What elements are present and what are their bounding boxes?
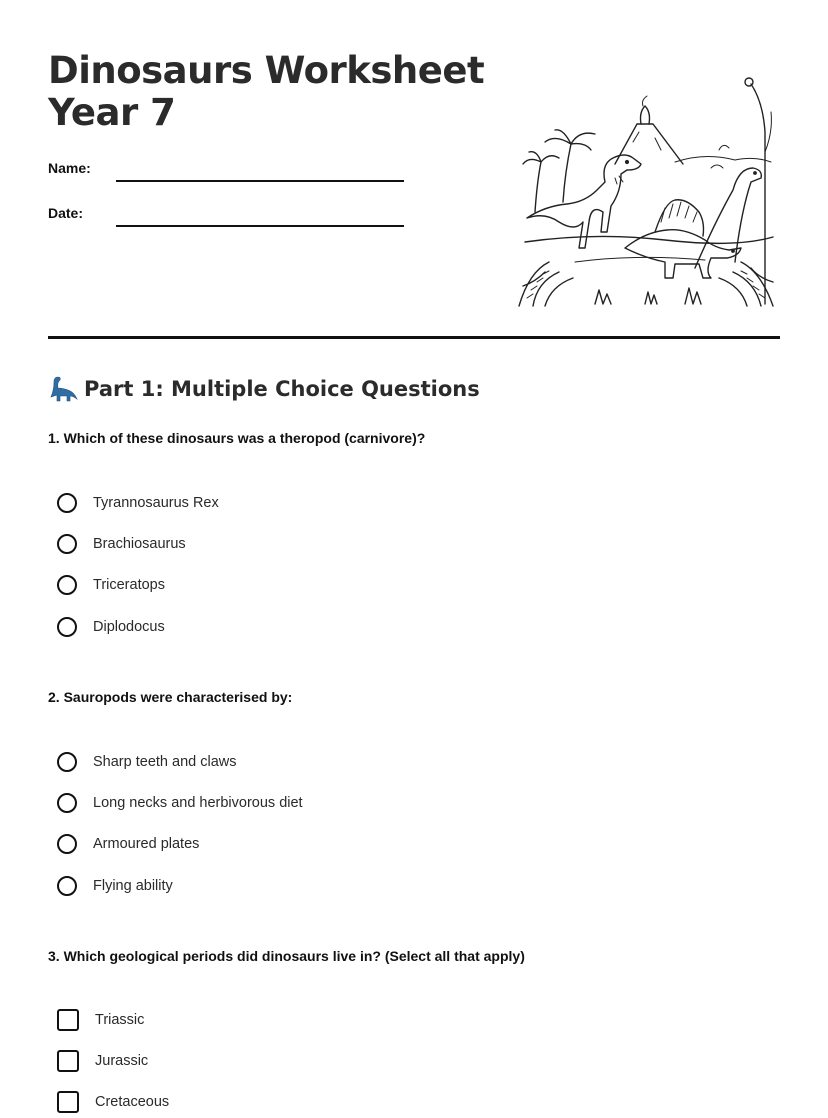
page-title bbox=[48, 50, 484, 134]
checkbox[interactable] bbox=[57, 1050, 79, 1072]
name-write-line[interactable] bbox=[116, 180, 404, 182]
part1-heading bbox=[48, 372, 480, 406]
radio-button[interactable] bbox=[57, 575, 77, 595]
part1-title: Part 1: Multiple Choice Questions bbox=[84, 377, 480, 401]
q2-option-1[interactable] bbox=[57, 749, 236, 775]
radio-button[interactable] bbox=[57, 617, 77, 637]
name-field[interactable] bbox=[48, 160, 408, 184]
q1-option-4[interactable] bbox=[57, 614, 165, 640]
option-label: Flying ability bbox=[93, 878, 173, 894]
question-1: 1. Which of these dinosaurs was a theropod (carnivore)? bbox=[48, 430, 426, 446]
date-write-line[interactable] bbox=[116, 225, 404, 227]
dinosaur-scene-illustration bbox=[515, 72, 777, 310]
option-label: Diplodocus bbox=[93, 619, 165, 635]
option-label: Triceratops bbox=[93, 577, 165, 593]
checkbox[interactable] bbox=[57, 1091, 79, 1113]
radio-button[interactable] bbox=[57, 752, 77, 772]
option-label: Brachiosaurus bbox=[93, 536, 186, 552]
date-field[interactable] bbox=[48, 205, 408, 229]
q2-option-4[interactable] bbox=[57, 873, 173, 899]
radio-button[interactable] bbox=[57, 876, 77, 896]
date-label: Date: bbox=[48, 205, 84, 221]
q1-option-1[interactable] bbox=[57, 490, 219, 516]
sauropod-icon bbox=[48, 374, 78, 404]
option-label: Jurassic bbox=[95, 1053, 149, 1069]
option-label: Tyrannosaurus Rex bbox=[93, 495, 219, 511]
title-line-1: Dinosaurs Worksheet bbox=[48, 49, 485, 92]
question-3: 3. Which geological periods did dinosaurs live in? (Select all that apply) bbox=[48, 948, 525, 964]
radio-button[interactable] bbox=[57, 534, 77, 554]
radio-button[interactable] bbox=[57, 834, 77, 854]
option-label: Long necks and herbivorous diet bbox=[93, 795, 303, 811]
name-label: Name: bbox=[48, 160, 91, 176]
q2-option-2[interactable] bbox=[57, 790, 303, 816]
q3-option-3[interactable] bbox=[57, 1089, 169, 1115]
option-label: Triassic bbox=[95, 1012, 145, 1028]
option-label: Cretaceous bbox=[95, 1094, 170, 1110]
q3-option-2[interactable] bbox=[57, 1048, 148, 1074]
checkbox[interactable] bbox=[57, 1009, 79, 1031]
q2-option-3[interactable] bbox=[57, 831, 199, 857]
title-line-2: Year 7 bbox=[48, 91, 176, 134]
radio-button[interactable] bbox=[57, 793, 77, 813]
q3-option-1[interactable] bbox=[57, 1007, 144, 1033]
option-label: Armoured plates bbox=[93, 836, 200, 852]
option-label: Sharp teeth and claws bbox=[93, 754, 237, 770]
q1-option-3[interactable] bbox=[57, 572, 165, 598]
q1-option-2[interactable] bbox=[57, 531, 186, 557]
section-divider bbox=[48, 336, 780, 339]
question-2: 2. Sauropods were characterised by: bbox=[48, 689, 293, 705]
radio-button[interactable] bbox=[57, 493, 77, 513]
